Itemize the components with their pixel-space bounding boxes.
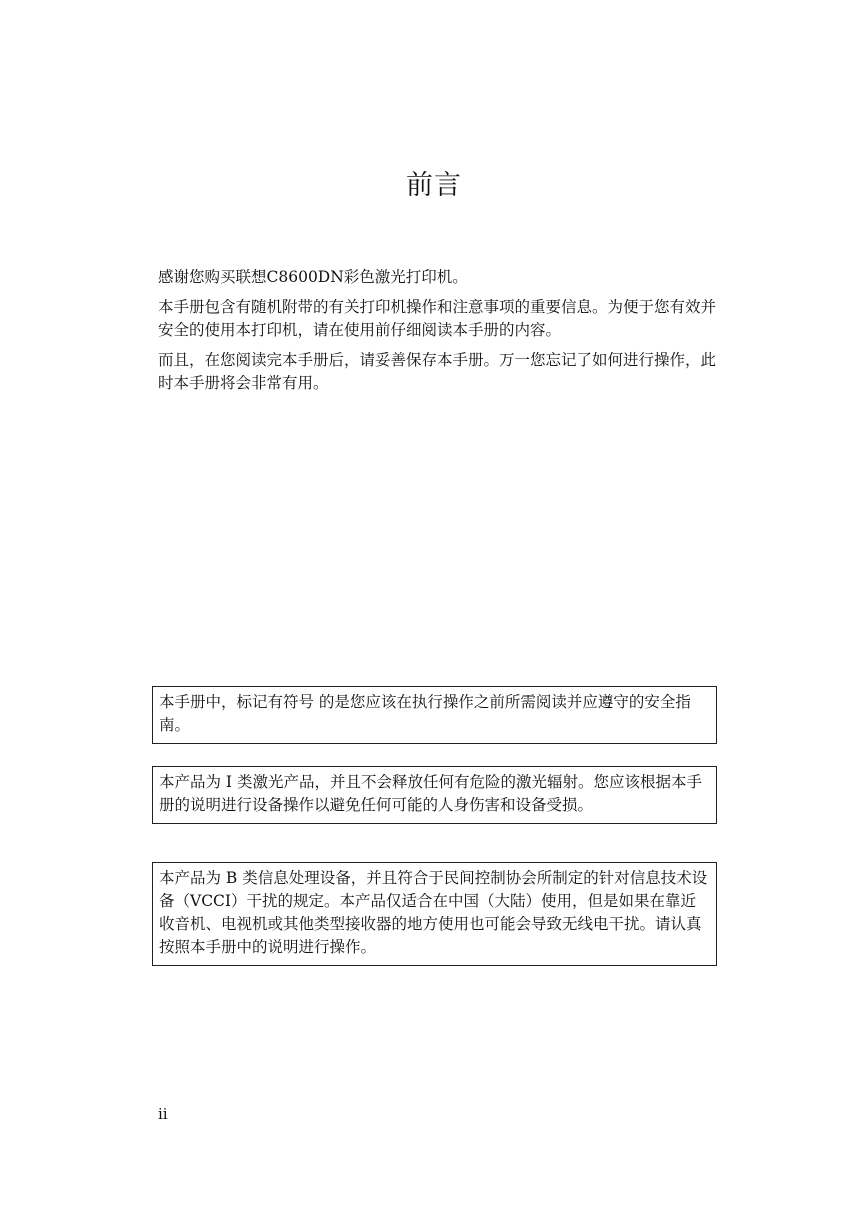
preface-body	[158, 266, 718, 402]
laser-notice-text: 本产品为 I 类激光产品，并且不会释放任何有危险的激光辐射。您应该根据本手册的说明进行设备操作以避免任何可能的人身伤害和设备受损。	[159, 773, 702, 814]
thanks-paragraph: 感谢您购买联想C8600DN彩色激光打印机。	[158, 268, 468, 286]
keep-manual-paragraph: 而且，在您阅读完本手册后，请妥善保存本手册。万一您忘记了如何进行操作，此时本手册将会非常有用。	[158, 351, 717, 392]
safety-symbol-notice	[152, 686, 717, 744]
manual-contents-paragraph: 本手册包含有随机附带的有关打印机操作和注意事项的重要信息。为便于您有效并安全的使用本打印机，请在使用前仔细阅读本手册的内容。	[158, 298, 717, 339]
page-title: 前言	[406, 170, 462, 201]
vcci-notice-text: 本产品为 B 类信息处理设备，并且符合于民间控制协会所制定的针对信息技术设备（VCCI）干扰的规定。本产品仅适合在中国（大陆）使用，但是如果在靠近收音机、电视机或其他类型接收器的地方使用也可能会导致无线电干扰。请认真按照本手册中的说明进行操作。	[159, 869, 708, 956]
laser-class-notice	[152, 766, 717, 824]
safety-notice-text: 本手册中，标记有符号 的是您应该在执行操作之前所需阅读并应遵守的安全指南。	[159, 693, 691, 734]
page-number: ii	[158, 1105, 168, 1123]
vcci-interference-notice	[152, 862, 717, 966]
